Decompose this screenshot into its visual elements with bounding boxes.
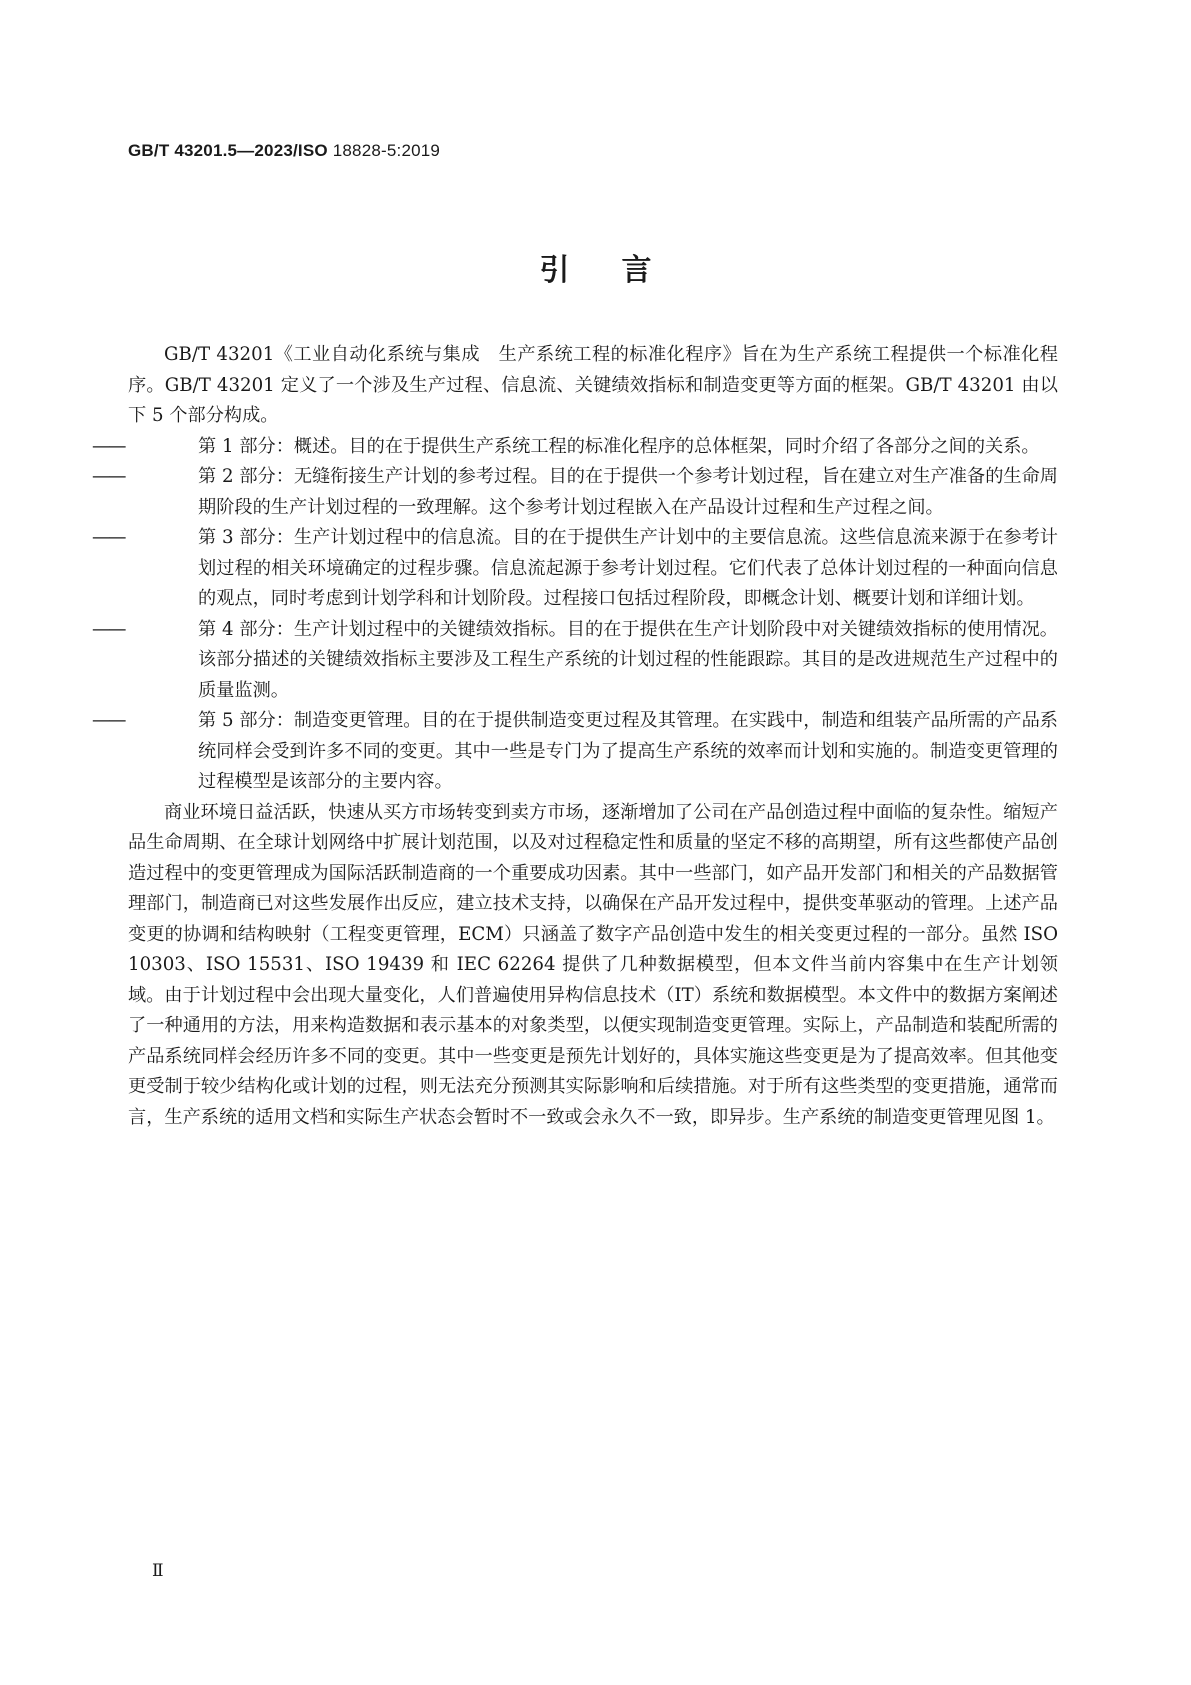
list-item-part-5 xyxy=(92,706,1058,798)
list-item-part-3 xyxy=(92,523,1058,615)
document-code-suffix: 18828-5:2019 xyxy=(332,141,441,160)
intro-paragraph: GB/T 43201《工业自动化系统与集成 生产系统工程的标准化程序》旨在为生产系统工程提供一个标准化程序。GB/T 43201 定义了一个涉及生产过程、信息流、关键绩效指标和制造变更等方面的框架。GB/T 43201 由以下 5 个部分构成。 xyxy=(128,344,1058,426)
list-item-text: 第 2 部分：无缝衔接生产计划的参考过程。目的在于提供一个参考计划过程，旨在建立对生产准备的生命周期阶段的生产计划过程的一致理解。这个参考计划过程嵌入在产品设计过程和生产过程之间。 xyxy=(198,466,1058,518)
page-number: Ⅱ xyxy=(152,1561,164,1581)
section-title: 引言 xyxy=(539,253,704,288)
document-code xyxy=(128,141,440,161)
list-dash: —— xyxy=(92,710,125,731)
list-item-part-1 xyxy=(92,432,1058,463)
section-body xyxy=(92,340,1058,1133)
list-item-text: 第 3 部分：生产计划过程中的信息流。目的在于提供生产计划中的主要信息流。这些信息流来源于在参考计划过程的相关环境确定的过程步骤。信息流起源于参考计划过程。它们代表了总体计划过程的一种面向信息的观点，同时考虑到计划学科和计划阶段。过程接口包括过程阶段，即概念计划、概要计划和详细计划。 xyxy=(198,527,1058,609)
list-item-text: 第 4 部分：生产计划过程中的关键绩效指标。目的在于提供在生产计划阶段中对关键绩效指标的使用情况。该部分描述的关键绩效指标主要涉及工程生产系统的计划过程的性能跟踪。其目的是改进规范生产过程中的质量监测。 xyxy=(198,618,1058,701)
list-dash: —— xyxy=(92,466,125,487)
list-item-text: 第 5 部分：制造变更管理。目的在于提供制造变更过程及其管理。在实践中，制造和组装产品所需的产品系统同样会受到许多不同的变更。其中一些是专门为了提高生产系统的效率而计划和实施的。制造变更管理的过程模型是该部分的主要内容。 xyxy=(198,710,1058,792)
list-item-part-4 xyxy=(92,615,1058,707)
closing-paragraph: 商业环境日益活跃，快速从买方市场转变到卖方市场，逐渐增加了公司在产品创造过程中面临的复杂性。缩短产品生命周期、在全球计划网络中扩展计划范围，以及对过程稳定性和质量的坚定不移的高期望，所有这些都使产品创造过程中的变更管理成为国际活跃制造商的一个重要成功因素。其中一些部门，如产品开发部门和相关的产品数据管理部门，制造商已对这些发展作出反应，建立技术支持，以确保在产品开发过程中，提供变革驱动的管理。上述产品变更的协调和结构映射（工程变更管理，ECM）只涵盖了数字产品创造中发生的相关变更过程的一部分。虽然 ISO 10303、ISO 15531、ISO 19439 和 IEC 62264 提供了几种数据模型，但本文件当前内容集中在生产计划领域。由于计划过程中会出现大量变化，人们普遍使用异构信息技术（IT）系统和数据模型。本文件中的数据方案阐述了一种通用的方法，用来构造数据和表示基本的对象类型，以便实现制造变更管理。实际上，产品制造和装配所需的产品系统同样会经历许多不同的变更。其中一些变更是预先计划好的，具体实施这些变更是为了提高效率。但其他变更受制于较少结构化或计划的过程，则无法充分预测其实际影响和后续措施。对于所有这些类型的变更措施，通常而言，生产系统的适用文档和实际生产状态会暂时不一致或会永久不一致，即异步。生产系统的制造变更管理见图 1。 xyxy=(128,801,1058,1128)
list-item-text: 第 1 部分：概述。目的在于提供生产系统工程的标准化程序的总体框架，同时介绍了各部分之间的关系。 xyxy=(198,435,1040,457)
list-dash: —— xyxy=(92,435,125,457)
document-code-main: GB/T 43201.5—2023/ISO xyxy=(128,141,328,160)
list-item-part-2 xyxy=(92,462,1058,523)
list-dash: —— xyxy=(92,527,125,548)
list-dash: —— xyxy=(92,618,125,640)
